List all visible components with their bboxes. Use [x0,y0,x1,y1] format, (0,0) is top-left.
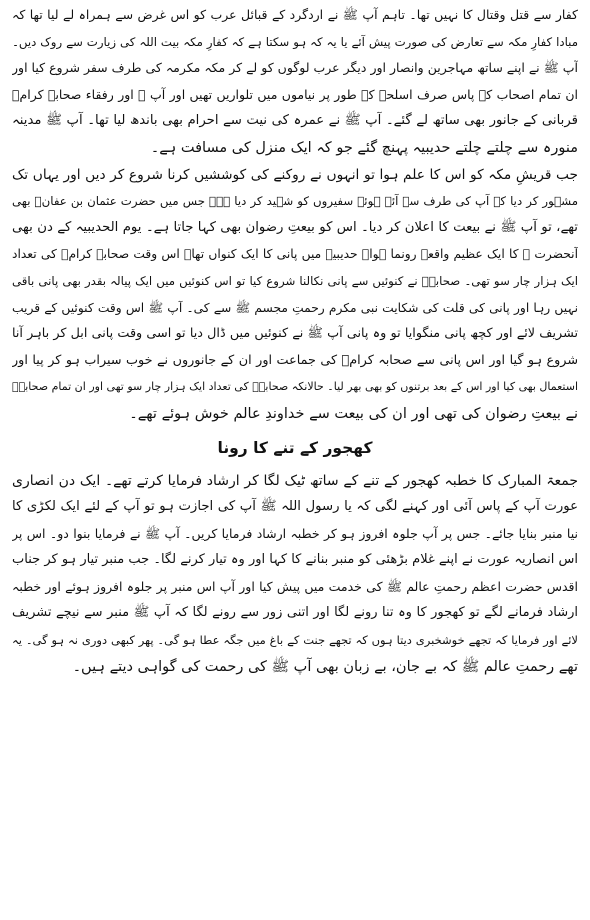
text-line: اس انصاریہ عورت نے اپنے غلام بڑھئی کو منبر بنانے کا کہا اور وہ تیار کرنے لگا۔ جب منبر تیار ہو کر جناب [12,552,578,568]
paragraph-weeping-palm-trunk [12,468,578,681]
text-line: جب قریشِ مکہ کو اس کا علم ہوا تو انہوں نے روکنے کی کوششیں کرنا شروع کر دیں اور یہاں تک [12,166,578,183]
paragraph-well-miracle [12,162,578,428]
text-line: تھے، تو آپ ﷺ نے بیعت کا اعلان کر دیا۔ اس کو بیعتِ رضوان بھی کہا جاتا ہے۔ یوم الحدیبیہ کے دن بھی [12,219,578,235]
text-line: منورہ سے چلتے چلتے حدیبیہ پہنچ گئے جو کہ ایک منزل کی مسافت ہے۔ [150,139,578,156]
text-line: تھے رحمتِ عالم ﷺ کہ بے جان، بے زبان بھی آپ ﷺ کی رحمت کی گواہی دیتے ہیں۔ [72,658,578,675]
text-line: ارشاد فرمانے لگے تو کھجور کا وہ تنا رونے لگا اور اتنی زور سے رونے لگا کہ آپ ﷺ منبر سے نیچے تشریف [12,605,578,621]
text-line: شروع ہو گیا اور اس پانی سے صحابہ کرامؓ کی جماعت اور ان کے جانوروں نے خوب سیراب ہو کر پیا اور [12,352,578,368]
text-line: کفار سے قتل وقتال کا نہیں تھا۔ تاہم آپ ﷺ نے اردگرد کے قبائل عرب کو اس غرض سے ہمراہ لے لیا تھا کہ [12,7,578,22]
text-line: آپ ﷺ نے اپنے ساتھ مہاجرین وانصار اور دیگر عرب لوگوں کو لے کر مکہ مکرمہ کی طرف سفر شروع کیا اور [12,60,578,76]
text-line: ایک ہزار چار سو تھی۔ صحابہؓ نے کنوئیں سے پانی نکالنا شروع کیا تو اس کنوئیں میں ایک پیالہ بقدر بھی پانی باقی [12,273,578,288]
text-line: تشریف لائے اور کچھ پانی منگوایا تو وہ پانی آپ ﷺ نے کنوئیں میں ڈال دیا تو اسی وقت پانی ابل کر باہر آنا [12,326,578,342]
text-line: استعمال بھی کیا اور اس کے بعد برتنوں کو بھی بھر لیا۔ حالانکہ صحابہؓ کی تعداد ایک ہزار چار سو تھی اور ان تمام صحابہؓ [12,380,578,394]
text-line: مشہور کر دیا کہ آپ کی طرف سے آئے ہوئے سفیروں کو شہید کر دیا ہے۔ جس میں حضرت عثمان بن عفانؓ بھی [12,194,578,209]
text-line: مبادا کفارِ مکہ سے تعارض کی صورت پیش آئے یا یہ کہ ہو سکتا ہے کہ کفارِ مکہ بیت اللہ کی زیارت سے روک دیں۔ [12,34,578,49]
section-heading: کھجور کے تنے کا رونا [217,438,373,457]
text-line: اقدس حضرت اعظم رحمتِ عالم ﷺ کی خدمت میں پیش کیا اور آپ اس منبر پر جلوہ افروز ہوئے اور خطبہ [12,578,578,594]
text-line: نہیں رہا اور پانی کی قلت کی شکایت نبی مکرم رحمتِ مجسم ﷺ سے کی۔ آپ ﷺ اس وقت کنوئیں کے قریب [12,300,578,315]
text-line: جمعۃ المبارک کا خطبہ کھجور کے تنے کے ساتھ ٹیک لگا کر ارشاد فرمایا کرتے تھے۔ ایک دن انصاری [12,472,578,489]
text-line: لائے اور فرمایا کہ تجھے خوشخبری دیتا ہوں کہ تجھے جنت کے باغ میں جگہ عطا ہو گی۔ پھر کبھی دوری نہ ہو گی۔ یہ [12,633,578,648]
text-line: قربانی کے جانور بھی ساتھ لے گئے۔ آپ ﷺ نے عمرہ کی نیت سے احرام بھی باندھ لیا تھا۔ آپ ﷺ مدینہ [12,113,578,129]
text-line: نیا منبر بنایا جائے۔ جس پر آپ جلوہ افروز ہو کر خطبہ ارشاد فرمایا کریں۔ آپ ﷺ نے فرمایا بنوا دو۔ اس پر [12,525,578,541]
text-line: نے بیعتِ رضوان کی تھی اور ان کی بیعت سے خداوندِ عالم خوش ہوئے تھے۔ [129,405,578,422]
text-line: عورت آپ کے پاس آئی اور کہنے لگی کہ یا رسول اللہ ﷺ آپ کی اجازت ہو تو آپ کے لئے ایک لکڑی کا [12,499,578,515]
text-line: آنحضرت ﷺ کا ایک عظیم واقعہ رونما ہوا۔ حدیبیہ میں پانی کا ایک کنواں تھا۔ اس وقت صحابہ کرامؓ کی تعداد [12,247,578,262]
text-line: ان تمام اصحاب کے پاس صرف اسلحہ کے طور پر نیاموں میں تلواریں تھیں اور آپ ﷺ اور رفقاء صحابہ کرامؓ [12,86,578,102]
paragraph-hudaybiyyah-journey [12,2,578,162]
